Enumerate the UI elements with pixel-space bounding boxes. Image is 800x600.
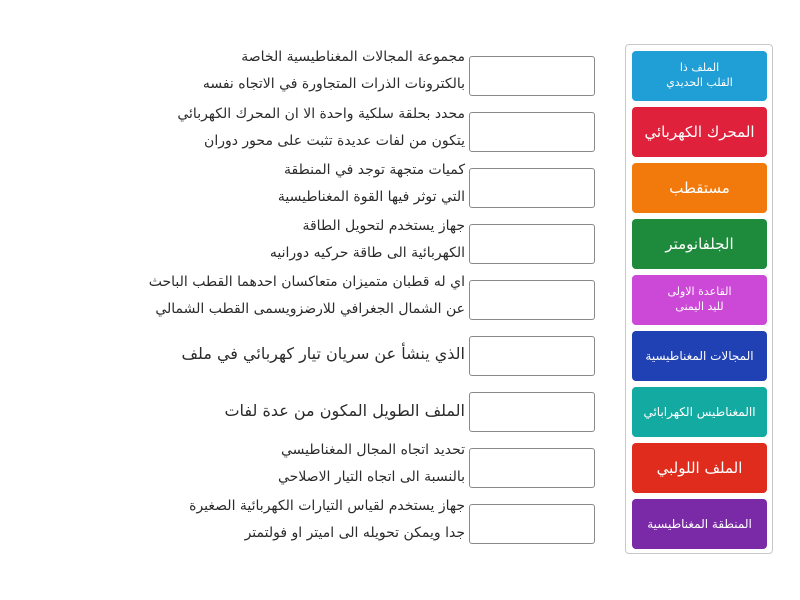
question-line: بالنسبة الى اتجاه التيار الاصلاحي bbox=[278, 469, 465, 485]
answer-tile[interactable] bbox=[632, 107, 767, 157]
question-line: يتكون من لفات عديدة تثبت على محور دوران bbox=[204, 133, 465, 149]
answer-slot-7[interactable] bbox=[469, 392, 595, 432]
tile-label: القلب الحديدي bbox=[666, 76, 733, 89]
tile-label: لليد اليمنى bbox=[675, 300, 724, 313]
tile-label: الملف ذا bbox=[679, 61, 720, 75]
tile-label: الجلفانومتر bbox=[665, 234, 734, 253]
answer-slot-2[interactable] bbox=[469, 112, 595, 152]
question-line: تحديد اتجاه المجال المغناطيسي bbox=[280, 442, 465, 458]
question-line: جهاز يستخدم لقياس التيارات الكهربائية الصغيرة bbox=[189, 498, 465, 514]
question-text-1 bbox=[65, 44, 465, 98]
question-text-5 bbox=[65, 269, 465, 323]
answer-slot-3[interactable] bbox=[469, 168, 595, 208]
tile-label: المنطقة المغناطيسية bbox=[647, 516, 752, 531]
answer-slot-6[interactable] bbox=[469, 336, 595, 376]
question-text-2 bbox=[65, 101, 465, 155]
question-text-4 bbox=[65, 213, 465, 267]
question-text-3 bbox=[65, 157, 465, 211]
tile-label: القاعدة الاولى bbox=[667, 285, 732, 299]
question-line: التي توثر فيها القوة المغناطيسية bbox=[277, 189, 465, 205]
question-line: الملف الطويل المكون من عدة لفات bbox=[224, 401, 465, 420]
question-text-7 bbox=[65, 397, 465, 424]
question-line: جهاز يستخدم لتحويل الطاقة bbox=[302, 218, 465, 234]
answer-tile[interactable] bbox=[632, 219, 767, 269]
question-line: اي له قطبان متميزان متعاكسان احدهما القطب الباحث bbox=[148, 274, 465, 290]
question-text-9 bbox=[65, 493, 465, 547]
answer-slot-5[interactable] bbox=[469, 280, 595, 320]
question-text-8 bbox=[65, 437, 465, 491]
question-line: كميات متجهة توجد في المنطقة bbox=[284, 162, 465, 178]
tile-label: المجالات المغناطيسية bbox=[645, 348, 754, 363]
question-text-6 bbox=[65, 340, 465, 367]
answer-tile[interactable] bbox=[632, 331, 767, 381]
tile-label: مستقطب bbox=[669, 178, 730, 197]
tile-label: المحرك الكهربائي bbox=[644, 122, 755, 141]
question-line: جدا ويمكن تحويله الى اميتر او فولتمتر bbox=[244, 525, 465, 541]
answer-slot-9[interactable] bbox=[469, 504, 595, 544]
question-line: عن الشمال الجغرافي للارضزويسمى القطب الشمالي bbox=[155, 301, 465, 317]
answer-slot-4[interactable] bbox=[469, 224, 595, 264]
question-line: محدد بحلقة سلكية واحدة الا ان المحرك الكهربائي bbox=[177, 106, 465, 122]
answer-tile[interactable] bbox=[632, 443, 767, 493]
question-line: مجموعة المجالات المغناطيسية الخاصة bbox=[241, 49, 465, 65]
answer-tile[interactable] bbox=[632, 499, 767, 549]
tile-label: االمغناطيس الكهرابائي bbox=[643, 404, 756, 419]
answer-tile[interactable] bbox=[632, 163, 767, 213]
answer-slot-1[interactable] bbox=[469, 56, 595, 96]
question-line: بالكترونات الذرات المتجاورة في الاتجاه نفسه bbox=[202, 76, 465, 92]
tile-label: الملف اللولبي bbox=[656, 458, 743, 477]
answer-tile[interactable] bbox=[632, 387, 767, 437]
answer-slot-8[interactable] bbox=[469, 448, 595, 488]
question-line: الكهربائية الى طاقة حركيه دورانيه bbox=[269, 245, 465, 261]
answer-tile[interactable] bbox=[632, 275, 767, 325]
question-line: الذي ينشأ عن سريان تيار كهربائي في ملف bbox=[181, 344, 465, 363]
answer-tile[interactable] bbox=[632, 51, 767, 101]
